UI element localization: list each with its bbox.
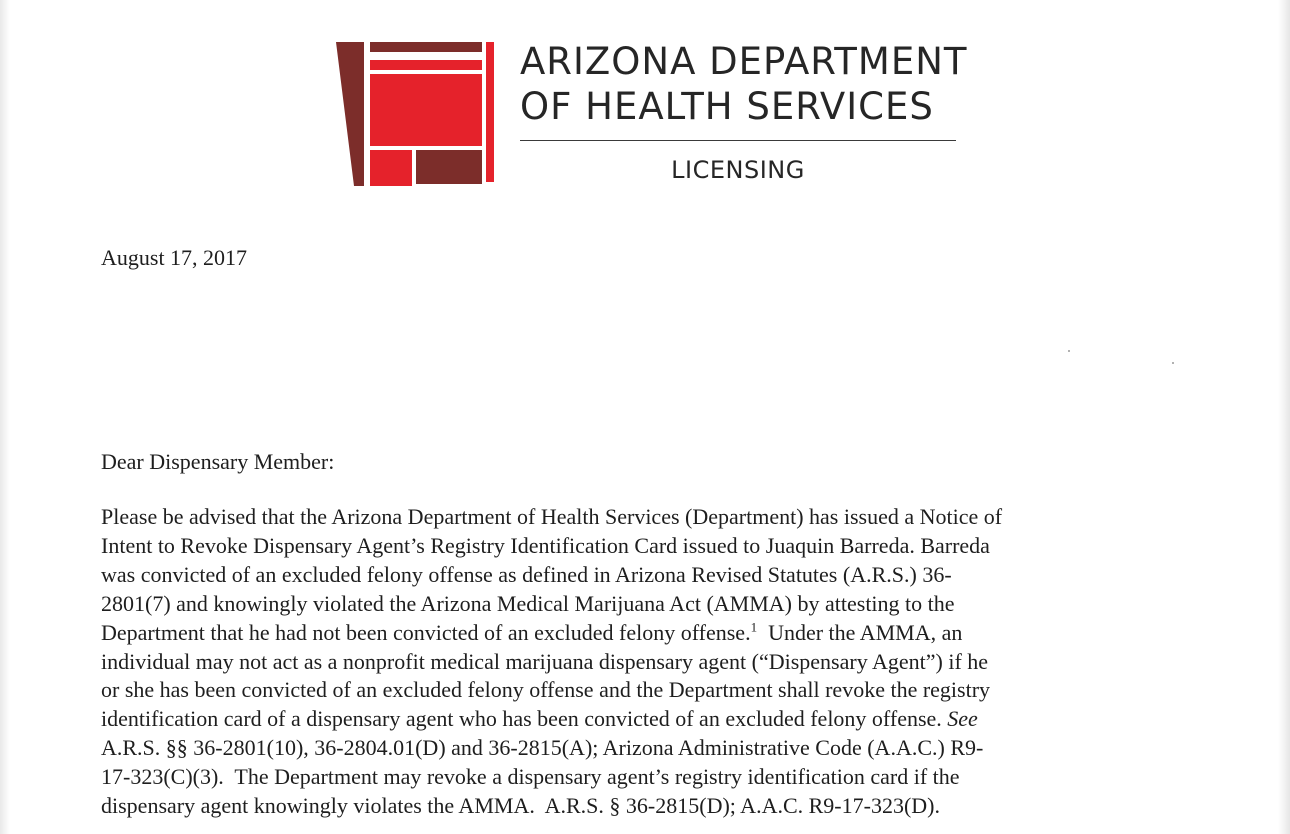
- paragraph-line: [101, 503, 1161, 532]
- paragraph-line: [101, 648, 1161, 677]
- letter-date: August 17, 2017: [101, 245, 248, 270]
- paragraph-line: [101, 763, 1161, 792]
- paragraph-line: [101, 792, 1161, 821]
- paragraph-line: [101, 532, 1161, 561]
- paragraph-line: [101, 590, 1161, 619]
- logo-lower-right-block: [416, 150, 482, 184]
- logo-accent-bar: [370, 60, 482, 70]
- paragraph-line: [101, 676, 1161, 705]
- line-text: identification card of a dispensary agent who has been convicted of an excluded felony offense.: [101, 706, 942, 732]
- logo-top-bar: [370, 42, 482, 52]
- footnote-marker[interactable]: 1: [750, 619, 758, 635]
- line-text: Department that he had not been convicted of an excluded felony offense.: [101, 619, 751, 645]
- line-text: 2801(7) and knowingly violated the Arizona Medical Marijuana Act (AMMA) by attesting to the: [101, 590, 955, 616]
- division-label: LICENSING: [671, 156, 805, 184]
- logo-right-bar: [486, 42, 494, 182]
- page-left-edge-shadow: [0, 0, 10, 834]
- logo-lower-left-block: [370, 150, 412, 186]
- line-text: was convicted of an excluded felony offense as defined in Arizona Revised Statutes (A.R.S.) 36-: [101, 561, 952, 587]
- line-text: individual may not act as a nonprofit medical marijuana dispensary agent (“Dispensary Agent”) if he: [101, 648, 989, 674]
- scan-speck: [1068, 350, 1070, 352]
- page-right-edge-shadow: [1278, 0, 1290, 834]
- line-text: or she has been convicted of an excluded felony offense and the Department shall revoke the registry: [101, 677, 991, 703]
- agency-logo: [334, 40, 496, 188]
- line-text: 17-323(C)(3). The Department may revoke a dispensary agent’s registry identification card if the: [101, 764, 960, 790]
- paragraph-line: [101, 705, 1161, 734]
- paragraph-line: [101, 561, 1161, 590]
- line-text: Under the AMMA, an: [757, 619, 963, 645]
- salutation: Dear Dispensary Member:: [101, 449, 335, 474]
- line-text: A.R.S. §§ 36-2801(10), 36-2804.01(D) and 36-2815(A); Arizona Administrative Code (A.A.C.) R9-: [101, 735, 984, 761]
- agency-name-line-2: OF HEALTH SERVICES: [520, 85, 934, 128]
- logo-main-block: [370, 74, 482, 146]
- citation-signal: See: [941, 706, 978, 732]
- paragraph-line: [101, 734, 1161, 763]
- body-paragraph: [101, 503, 1161, 821]
- line-text: Please be advised that the Arizona Department of Health Services (Department) has issued a Notice of: [101, 504, 1003, 529]
- logo-left-bar: [336, 42, 364, 186]
- scan-speck: [1172, 362, 1174, 364]
- letterhead-divider: [520, 140, 956, 141]
- line-text: Intent to Revoke Dispensary Agent’s Registry Identification Card issued to Juaquin Barreda. Barreda: [101, 532, 990, 558]
- line-text: dispensary agent knowingly violates the AMMA. A.R.S. § 36-2815(D); A.A.C. R9-17-323(D).: [101, 793, 940, 819]
- agency-name-line-1: ARIZONA DEPARTMENT: [520, 40, 968, 83]
- paragraph-line: [101, 619, 1161, 648]
